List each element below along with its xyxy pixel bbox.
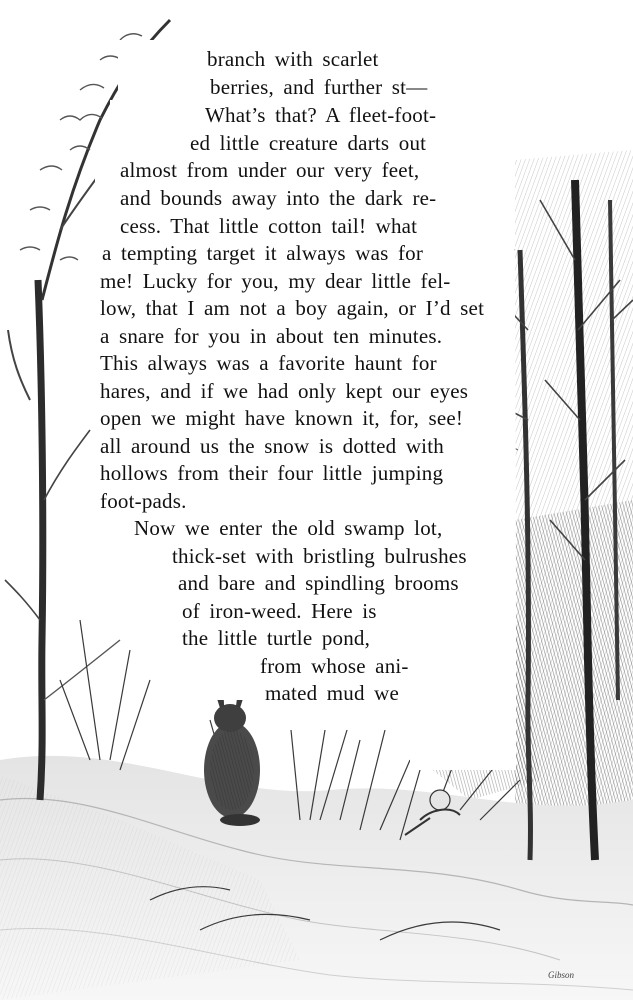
text-line: me! Lucky for you, my dear little fel- (100, 269, 451, 293)
text-line: all around us the snow is dotted with (100, 434, 444, 458)
text-line: foot-pads. (100, 489, 187, 513)
text-line: hares, and if we had only kept our eyes (100, 379, 469, 403)
text-line: cess. That little cotton tail! what (120, 214, 418, 238)
text-line: a tempting target it always was for (102, 241, 424, 265)
artist-signature: Gibson (548, 970, 575, 980)
text-line: What’s that? A fleet-foot- (205, 103, 437, 127)
text-line: low, that I am not a boy again, or I’d set (100, 296, 485, 320)
text-line: of iron-weed. Here is (182, 599, 377, 623)
text-line: the little turtle pond, (182, 626, 371, 650)
text-line: open we might have known it, for, see! (100, 406, 464, 430)
text-line: from whose ani- (260, 654, 409, 678)
text-line: a snare for you in about ten minutes. (100, 324, 443, 348)
text-line: almost from under our very feet, (120, 158, 420, 182)
text-line: This always was a favorite haunt for (100, 351, 437, 375)
text-line: and bounds away into the dark re- (120, 186, 437, 210)
text-line: hollows from their four little jumping (100, 461, 444, 485)
text-line: thick-set with bristling bulrushes (172, 544, 467, 568)
text-line: Now we enter the old swamp lot, (134, 516, 443, 540)
text-line: and bare and spindling brooms (178, 571, 459, 595)
text-line: berries, and further st— (210, 75, 428, 99)
text-line: branch with scarlet (207, 47, 379, 71)
text-line: mated mud we (265, 681, 400, 705)
text-line: ed little creature darts out (190, 131, 427, 155)
